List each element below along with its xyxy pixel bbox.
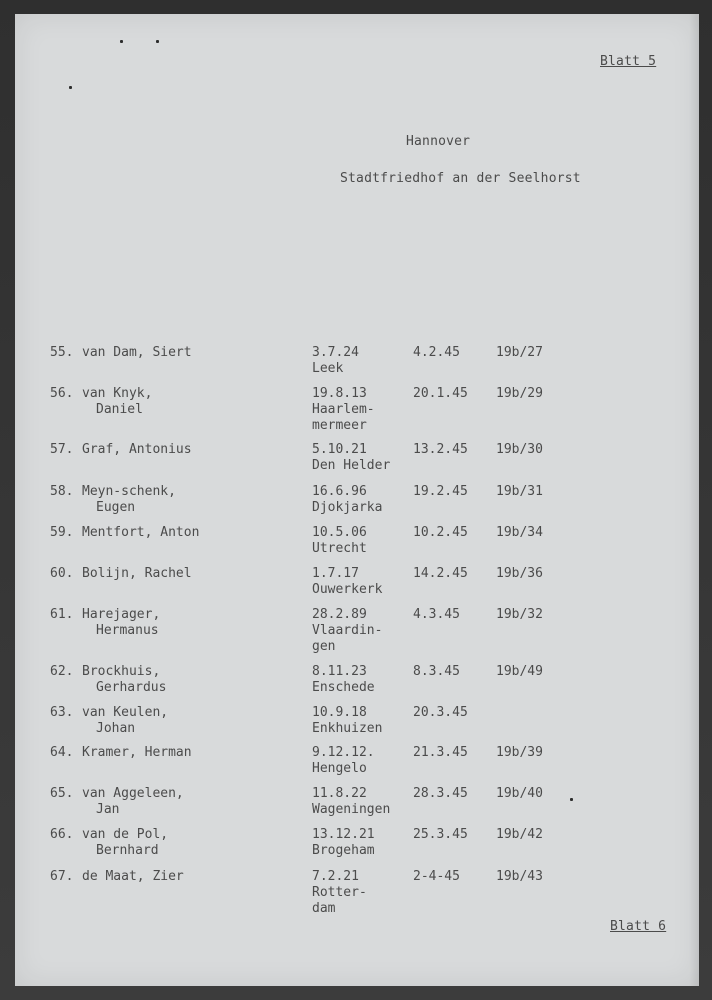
entry-number: 57. (50, 442, 74, 457)
death-date: 8.3.45 (413, 664, 460, 679)
birth-place: Leek (312, 361, 344, 376)
birth-place: Utrecht (312, 541, 367, 556)
entry-name-continued: Eugen (96, 500, 136, 515)
grave-number: 19b/49 (496, 664, 543, 679)
birth-place-continued: mermeer (312, 418, 367, 433)
entry-name: Harejager, (82, 607, 161, 622)
birth-date: 8.11.23 (312, 664, 367, 679)
entry-name-continued: Daniel (96, 402, 143, 417)
cemetery-heading: Stadtfriedhof an der Seelhorst (340, 171, 581, 186)
entry-name: Graf, Antonius (82, 442, 192, 457)
birth-place: Djokjarka (312, 500, 383, 515)
entry-name-continued: Hermanus (96, 623, 159, 638)
entry-name: van Dam, Siert (82, 345, 192, 360)
entry-name-continued: Bernhard (96, 843, 159, 858)
document-page (15, 14, 699, 986)
birth-date: 28.2.89 (312, 607, 367, 622)
entry-number: 60. (50, 566, 74, 581)
death-date: 10.2.45 (413, 525, 468, 540)
birth-place: Den Helder (312, 458, 391, 473)
entry-number: 66. (50, 827, 74, 842)
entry-name: Mentfort, Anton (82, 525, 200, 540)
birth-date: 19.8.13 (312, 386, 367, 401)
grave-number: 19b/31 (496, 484, 543, 499)
birth-date: 3.7.24 (312, 345, 359, 360)
grave-number: 19b/42 (496, 827, 543, 842)
grave-number: 19b/30 (496, 442, 543, 457)
death-date: 21.3.45 (413, 745, 468, 760)
city-heading: Hannover (406, 134, 471, 149)
birth-date: 9.12.12. (312, 745, 375, 760)
entry-number: 56. (50, 386, 74, 401)
death-date: 2-4-45 (413, 869, 460, 884)
birth-place: Hengelo (312, 761, 367, 776)
entry-name: van Knyk, (82, 386, 153, 401)
birth-place-continued: dam (312, 901, 336, 916)
grave-number: 19b/32 (496, 607, 543, 622)
birth-place-continued: gen (312, 639, 336, 654)
death-date: 20.3.45 (413, 705, 468, 720)
entry-name-continued: Jan (96, 802, 120, 817)
death-date: 25.3.45 (413, 827, 468, 842)
entry-number: 65. (50, 786, 74, 801)
entry-number: 63. (50, 705, 74, 720)
grave-number: 19b/36 (496, 566, 543, 581)
table-row (15, 386, 699, 446)
birth-date: 16.6.96 (312, 484, 367, 499)
death-date: 14.2.45 (413, 566, 468, 581)
entry-name: van Keulen, (82, 705, 169, 720)
grave-number: 19b/29 (496, 386, 543, 401)
entry-number: 59. (50, 525, 74, 540)
entry-name-continued: Johan (96, 721, 136, 736)
birth-place: Vlaardin- (312, 623, 383, 638)
birth-date: 5.10.21 (312, 442, 367, 457)
table-row (15, 607, 699, 667)
entry-number: 61. (50, 607, 74, 622)
entry-name-continued: Gerhardus (96, 680, 167, 695)
ink-speck (120, 40, 123, 43)
entry-number: 58. (50, 484, 74, 499)
sheet-number-top: Blatt 5 (600, 54, 657, 69)
entry-name: Brockhuis, (82, 664, 161, 679)
death-date: 4.2.45 (413, 345, 460, 360)
grave-number: 19b/43 (496, 869, 543, 884)
birth-place: Enschede (312, 680, 375, 695)
entry-name: de Maat, Zier (82, 869, 184, 884)
entry-number: 62. (50, 664, 74, 679)
ink-speck (69, 86, 72, 89)
sheet-number-bottom: Blatt 6 (610, 919, 667, 934)
ink-speck (156, 40, 159, 43)
entry-name: van Aggeleen, (82, 786, 184, 801)
birth-date: 11.8.22 (312, 786, 367, 801)
birth-place: Rotter- (312, 885, 367, 900)
entry-name: Meyn-schenk, (82, 484, 176, 499)
death-date: 4.3.45 (413, 607, 460, 622)
birth-date: 10.5.06 (312, 525, 367, 540)
birth-date: 10.9.18 (312, 705, 367, 720)
entry-number: 67. (50, 869, 74, 884)
death-date: 28.3.45 (413, 786, 468, 801)
birth-place: Ouwerkerk (312, 582, 383, 597)
entry-name: Kramer, Herman (82, 745, 192, 760)
birth-date: 7.2.21 (312, 869, 359, 884)
table-row (15, 869, 699, 929)
death-date: 20.1.45 (413, 386, 468, 401)
birth-place: Brogeham (312, 843, 375, 858)
birth-date: 13.12.21 (312, 827, 375, 842)
entry-number: 55. (50, 345, 74, 360)
birth-date: 1.7.17 (312, 566, 359, 581)
grave-number: 19b/27 (496, 345, 543, 360)
entry-name: Bolijn, Rachel (82, 566, 192, 581)
grave-number: 19b/39 (496, 745, 543, 760)
grave-number: 19b/40 (496, 786, 543, 801)
birth-place: Wageningen (312, 802, 391, 817)
birth-place: Haarlem- (312, 402, 375, 417)
entry-name: van de Pol, (82, 827, 169, 842)
entry-number: 64. (50, 745, 74, 760)
birth-place: Enkhuizen (312, 721, 383, 736)
grave-number: 19b/34 (496, 525, 543, 540)
death-date: 13.2.45 (413, 442, 468, 457)
death-date: 19.2.45 (413, 484, 468, 499)
